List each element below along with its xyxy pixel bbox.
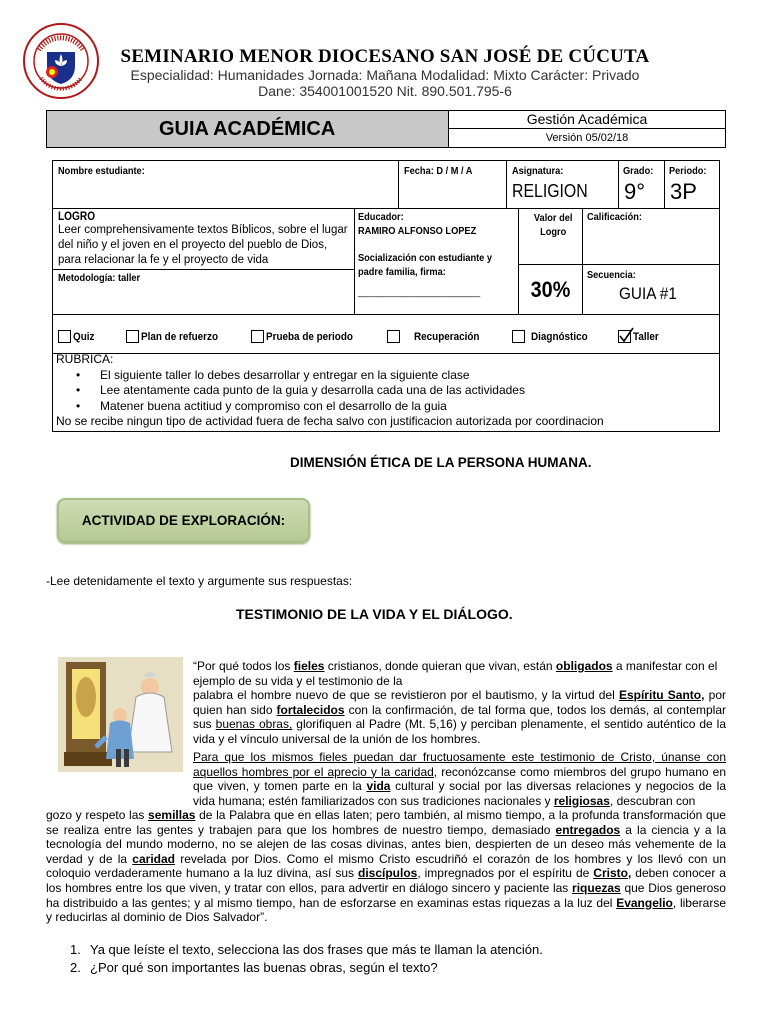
calificacion-cell[interactable]: Calificación: [583, 209, 720, 265]
activity-button: ACTIVIDAD DE EXPLORACIÓN: [57, 498, 310, 543]
logro-text: Leer comprehensivamente textos Bíblicos, sobre el lugar del niño y el joven en el proyecto del pueblo de Dios, para relacionar la fe y el proyecto de vida [58, 224, 348, 266]
rubrica-item: • Lee atentamente cada punto de la guia y desarrolla cada una de las actividades [72, 383, 716, 399]
checkmark-icon [618, 330, 631, 343]
metodologia-cell: Metodología: taller [53, 269, 355, 315]
valor-value: 30% [530, 277, 571, 302]
school-details: Especialidad: Humanidades Jornada: Mañana Modalidad: Mixto Carácter: Privado [130, 67, 640, 83]
guia-header [46, 110, 726, 148]
rubrica-note: No se recibe ningun tipo de actividad fuera de fecha salvo con justificacion autorizada por coordinacion [56, 414, 604, 428]
nombre-field[interactable]: Nombre estudiante: [53, 161, 399, 209]
valor-value-cell [519, 265, 583, 315]
rubrica-item: • El siguiente taller lo debes desarrollar y entregar en la siguiente clase [72, 368, 716, 384]
checkbox-icon [251, 330, 264, 343]
fecha-field[interactable]: Fecha: D / M / A [399, 161, 507, 209]
school-name: SEMINARIO MENOR DIOCESANO SAN JOSÉ DE CÚCUTA [120, 46, 650, 67]
quote-line: “Por qué todos los fieles cristianos, donde quieran que vivan, están obligados a manifestar con el ejemplo de su vida y el testimonio de la [193, 659, 718, 688]
educador-value: RAMIRO ALFONSO LOPEZ [358, 225, 477, 237]
secuencia-value: GUIA #1 [619, 284, 677, 303]
school-ids: Dane: 354001001520 Nit. 890.501.795-6 [258, 83, 512, 99]
rubrica-title: RUBRICA: [56, 352, 114, 366]
check-plan-refuerzo[interactable]: Plan de refuerzo [126, 330, 227, 343]
socializacion-label: Socialización con estudiante y padre familia, firma: [358, 252, 493, 278]
checkbox-icon [58, 330, 71, 343]
grado-field: Grado: 9° [619, 161, 665, 209]
text-title: TESTIMONIO DE LA VIDA Y EL DIÁLOGO. [236, 606, 513, 622]
periodo-value: 3P [670, 179, 697, 204]
version-label: Versión 05/02/18 [545, 132, 629, 144]
check-quiz[interactable]: Quiz [58, 330, 97, 343]
rubrica-section [56, 352, 716, 430]
instruction-text: -Lee detenidamente el texto y argumente sus respuestas: [46, 574, 353, 588]
asignatura-field: Asignatura: RELIGION [507, 161, 619, 209]
grado-value: 9° [624, 179, 646, 204]
quote-paragraph: gozo y respeto las semillas de la Palabra que en ellas laten; pero también, al mismo tiempo, a la profunda transformación que se realiza entre las gentes y trabajen para que los hombres de nuestro tiempo, demasiado entregados a la ciencia y a la tecnología del mundo moderno, no se alejen de las cosas divinas, antes bien, despierten de un deseo más vehemente de la verdad y de la caridad revelada por Dios. Como el mismo Cristo escudriñó el corazón de los hombres y los llevó con un coloquio verdaderamente humano a la luz divina, así sus discípulos, impregnados por el espíritu de Cristo, deben conocer a los hombres entre los que viven, y tratar con ellos, para advertir en diálogo sincero y paciente las riquezas que Dios generoso ha distribuido a las gentes; y al mismo tiempo, han de esforzarse en examinas estas riquezas a la luz del Evangelio, liberarse y reducirlas al dominio de Dios Salvador”. [46, 808, 726, 925]
checkbox-icon [126, 330, 139, 343]
illustration-image [58, 657, 183, 772]
educador-cell: Educador: RAMIRO ALFONSO LOPEZ Socialización con estudiante y padre familia, firma: ___________________________ [355, 209, 519, 315]
secuencia-cell: Secuencia: GUIA #1 [583, 265, 720, 315]
check-taller[interactable]: Taller [618, 330, 662, 343]
question-item: 1. Ya que leíste el texto, selecciona las dos frases que más te llaman la atención. [70, 942, 543, 957]
rubrica-item: • Matener buena actitiud y compromiso con el desarrollo de la guia [72, 399, 716, 415]
school-seal-icon [22, 20, 100, 102]
gestion-label: Gestión Académica [449, 111, 725, 129]
firma-line[interactable]: ___________________________ [358, 287, 480, 297]
checkbox-icon [387, 330, 400, 343]
logro-cell: LOGRO Leer comprehensivamente textos Bíblicos, sobre el lugar del niño y el joven en el proyecto del pueblo de Dios, para relacionar la fe y el proyecto de vida [53, 209, 355, 269]
question-item: 2. ¿Por qué son importantes las buenas obras, según el texto? [70, 960, 438, 975]
checkbox-icon [512, 330, 525, 343]
guia-title: GUIA ACADÉMICA [47, 111, 449, 147]
check-diagnostico[interactable]: Diagnóstico [512, 330, 594, 343]
quote-paragraph: Para que los mismos fieles puedan dar fructuosamente este testimonio de Cristo, únanse con aquellos hombres por el aprecio y la caridad, reconózcanse como miembros del grupo humano en que viven, y tomen parte en la vida cultural y social por las diversas relaciones y negocios de la vida humana; estén familiarizados con sus tradiciones nacionales y religiosas, descubran con [193, 750, 726, 808]
valor-cell: Valor del Logro [519, 209, 583, 265]
check-recuperacion[interactable]: Recuperación [387, 330, 487, 343]
dimension-heading: DIMENSIÓN ÉTICA DE LA PERSONA HUMANA. [290, 455, 592, 470]
asignatura-value: RELIGION [512, 181, 588, 201]
periodo-field: Periodo: 3P [665, 161, 720, 209]
quote-paragraph: palabra el hombre nuevo de que se revistieron por el bautismo, y la virtud del Espíritu Santo, por quien han sido fortalecidos con la confirmación, de tal forma que, todos los demás, al contemplar sus buenas obras, glorifiquen al Padre (Mt. 5,16) y perciban plenamente, el sentido auténtico de la vida y el vínculo universal de la unión de los hombres. [193, 688, 727, 746]
check-prueba-periodo[interactable]: Prueba de periodo [251, 330, 363, 343]
